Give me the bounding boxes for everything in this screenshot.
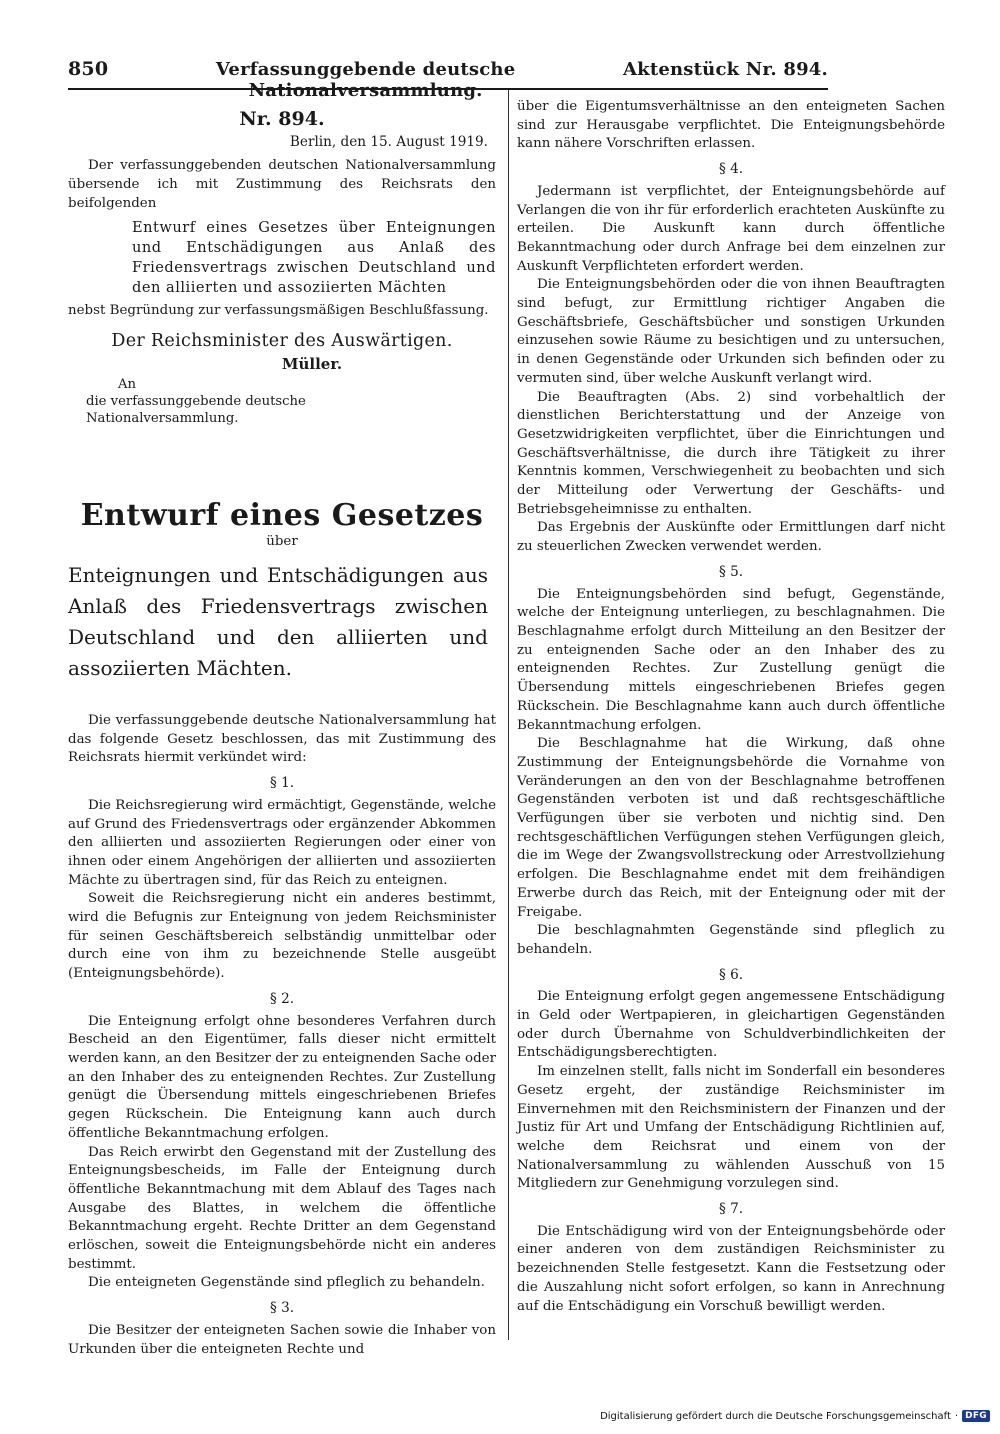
signature: Müller. (281, 354, 343, 373)
draft-subtitle: Enteignungen und Entschädigungen aus Anlaß des Friedensvertrags zwischen Deutschland und den alliierten und assoziierten Mächten. (68, 563, 488, 681)
right-column (517, 98, 945, 1316)
paragraph: Die Enteignung erfolgt gegen angemessene Entschädigung in Geld oder Wertpapieren, in gleichartigen Gegenständen oder durch Übernahme von Schuldverbindlichkeiten der Entschädigungsberechtigten. (517, 989, 945, 1061)
section-heading: § 6. (718, 966, 744, 983)
paragraph: Die Entschädigung wird von der Enteignungsbehörde oder einer anderen von dem zuständigen Reichsminister zu bezeichnenden Stelle festgesetzt. Kann die Festsetzung oder die Auszahlung nicht sofort erfolgen, so kann in Anrechnung auf die Entschädigung ein Vorschuß bewilligt werden. (517, 1223, 945, 1314)
header-rule (68, 88, 828, 90)
page-number: 850 (68, 58, 109, 80)
bill-title: Entwurf eines Gesetzes über Enteignungen und Entschädigungen aus Anlaß des Friedensvertrags zwischen Deutschland und den alliierten und assoziierten Mächten (132, 218, 496, 296)
column-divider (508, 90, 509, 1340)
left-column (68, 98, 496, 1359)
paragraph: Die Reichsregierung wird ermächtigt, Gegenstände, welche auf Grund des Friedensvertrags oder ergänzender Abkommen den alliierten und assoziierten Regierungen oder einer von ihnen oder einem Angehörigen der alliierten und assoziierten Mächte zu übertragen sind, für das Reich zu enteignen. (68, 797, 496, 888)
paragraph-continued: über die Eigentumsverhältnisse an den enteigneten Sachen sind zur Herausgabe verpflichtet. Die Enteignungsbehörde kann nähere Vorschriften erlassen. (517, 99, 945, 152)
draft-title: Entwurf eines Gesetzes (80, 497, 484, 533)
paragraph: Die enteigneten Gegenstände sind pfleglich zu behandeln. (88, 1275, 485, 1291)
cover-letter-intro: Der verfassunggebenden deutschen Nationalversammlung übersende ich mit Zustimmung des Reichsrats den beifolgenden (68, 158, 496, 211)
paragraph: Im einzelnen stellt, falls nicht im Sonderfall ein besonderes Gesetz ergeht, der zuständige Reichsminister im Einvernehmen mit den Reichsministern der Finanzen und der Justiz für Art und Umfang der Entschädigung Richtlinien auf, welche dem Reichsrat und einem von der Nationalversammlung zu wählenden Ausschuß von 15 Mitgliedern zur Genehmigung vorzulegen sind. (517, 1064, 945, 1192)
section-heading: § 3. (269, 1300, 295, 1317)
preamble: Die verfassunggebende deutsche Nationalversammlung hat das folgende Gesetz beschlossen, das mit Zustimmung des Reichsrats hiermit verkündet wird: (68, 713, 496, 766)
paragraph: Die Beauftragten (Abs. 2) sind vorbehaltlich der dienstlichen Berichterstattung und der Anzeige von Gesetzwidrigkeiten verpflichtet, über die Einrichtungen und Geschäftsverhältnisse, die durch ihre Tätigkeit zu ihrer Kenntnis kommen, Verschwiegenheit zu beobachten und sich der Mitteilung oder Verwertung der Geschäfts- und Betriebsgeheimnisse zu enthalten. (517, 389, 945, 517)
section-heading: § 7. (718, 1201, 744, 1218)
paragraph: Soweit die Reichsregierung nicht ein anderes bestimmt, wird die Befugnis zur Enteignung von jedem Reichsminister für seinen Geschäftsbereich selbständig unmittelbar oder durch eine von ihm zu bezeichnende Stelle ausgeübt (Enteignungsbehörde). (68, 891, 496, 982)
section-heading: § 2. (269, 990, 295, 1007)
paragraph: Die Beschlagnahme hat die Wirkung, daß ohne Zustimmung der Enteignungsbehörde die Vornahme von Veränderungen an den von der Beschlagnahme betroffenen Gegenständen verboten ist und daß rechtsgeschäftliche Verfügungen über sie verboten und nichtig sind. Den rechtsgeschäftlichen Verfügungen stehen Verfügungen gleich, die im Wege der Zwangsvollstreckung oder Arrestvollziehung erfolgen. Die Beschlagnahme endet mit dem freihändigen Erwerbe durch das Reich, mit der Enteignung oder mit der Freigabe. (517, 736, 945, 920)
paragraph: Die beschlagnahmten Gegenstände sind pfleglich zu behandeln. (517, 923, 945, 957)
document-number: Nr. 894. (239, 108, 325, 130)
paragraph: Die Enteignung erfolgt ohne besonderes Verfahren durch Bescheid an den Eigentümer, falls dieser nicht ermittelt werden kann, an den Besitzer der zu enteignenden Sache oder an den Inhaber des zu enteignenden Rechtes. Zur Zustellung genügt die Übersendung mittels eingeschriebenen Briefes gegen Rückschein. Die Enteignung kann auch durch öffentliche Bekanntmachung erfolgen. (68, 1013, 496, 1141)
paragraph: Die Besitzer der enteigneten Sachen sowie die Inhaber von Urkunden über die enteigneten Rechte und (68, 1322, 496, 1357)
address-line: An (118, 376, 137, 392)
paragraph: Die Enteignungsbehörden oder die von ihnen Beauftragten sind befugt, zur Ermittlung richtiger Angaben die Geschäftsbriefe, Geschäftsbücher und sonstigen Urkunden einzusehen sowie Räume zu besichtigen und zu untersuchen, in denen Gegenstände oder Urkunden sich befinden oder zu vermuten sind, über welche Auskunft verlangt wird. (517, 277, 945, 386)
section-heading: § 4. (718, 161, 744, 178)
section-heading: § 1. (269, 775, 295, 792)
dfg-logo-icon: DFG (962, 1410, 990, 1422)
paragraph: Das Ergebnis der Auskünfte oder Ermittlungen darf nicht zu steuerlichen Zwecken verwendet werden. (517, 520, 945, 555)
minister-title: Der Reichsminister des Auswärtigen. (111, 331, 453, 352)
draft-ueber: über (266, 534, 298, 550)
page-header (68, 58, 828, 101)
cover-letter-tail: nebst Begründung zur verfassungsmäßigen Beschlußfassung. (68, 302, 489, 318)
running-title: Verfassunggebende deutsche Nationalversammlung. (215, 59, 516, 101)
paragraph: Jedermann ist verpflichtet, der Enteignungsbehörde auf Verlangen die von ihr für erforderlich erachteten Auskünfte zu erteilen. Die Auskunft kann durch öffentliche Bekanntmachung oder durch Anfrage bei dem einzelnen zur Auskunft Verpflichteten erfordert werden. (517, 183, 945, 274)
address-line: die verfassunggebende deutsche (86, 393, 306, 409)
paragraph: Die Enteignungsbehörden sind befugt, Gegenstände, welche der Enteignung unterliegen, zu beschlagnahmen. Die Beschlagnahme erfolgt durch Mitteilung an den Besitzer der zu enteignenden Sache oder an den Inhaber des zu enteignenden Rechtes. Zur Zustellung genügt die Übersendung mittels eingeschriebenen Briefes gegen Rückschein. Die Beschlagnahme kann auch durch öffentliche Bekanntmachung erfolgen. (517, 586, 945, 733)
paragraph: Das Reich erwirbt den Gegenstand mit der Zustellung des Enteignungsbescheids, im Falle der Enteignung durch öffentliche Bekanntmachung mit dem Ablauf des Tages nach Ausgabe des Blattes, in welchem die öffentliche Bekanntmachung ergeht. Rechte Dritter an dem Gegenstand erlöschen, soweit die Enteignungsbehörde nicht ein anderes bestimmt. (68, 1144, 496, 1272)
address-line: Nationalversammlung. (86, 410, 239, 426)
credit-text: Digitalisierung gefördert durch die Deutsche Forschungsgemeinschaft (600, 1410, 951, 1422)
document-reference: Aktenstück Nr. 894. (623, 59, 828, 80)
section-heading: § 5. (718, 563, 744, 580)
digitization-credit: Digitalisierung gefördert durch die Deutsche Forschungsgemeinschaft · DFG (600, 1410, 990, 1422)
dateline: Berlin, den 15. August 1919. (289, 133, 488, 150)
